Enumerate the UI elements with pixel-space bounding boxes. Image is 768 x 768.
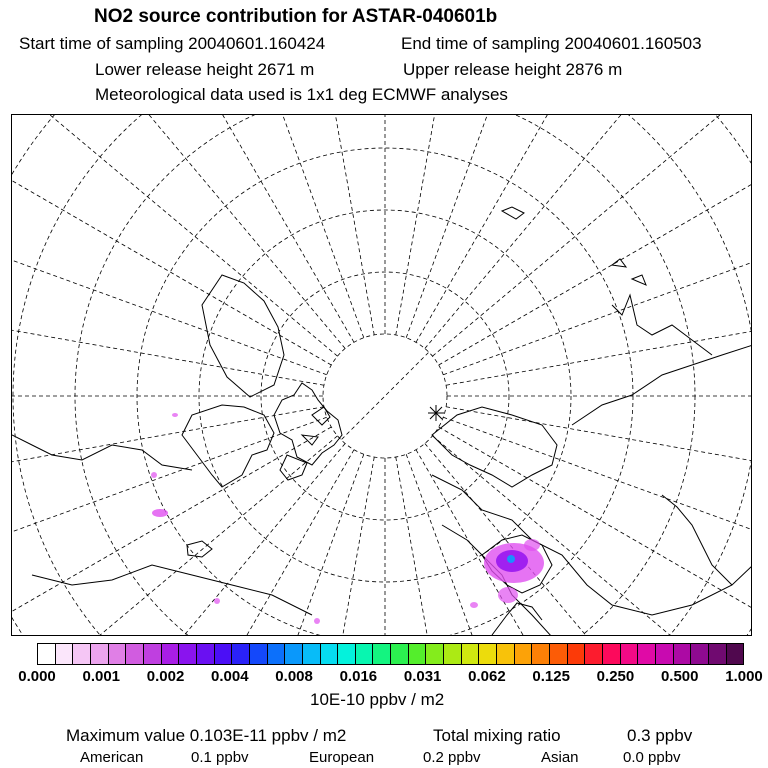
color-scale-tick-label: 0.250 xyxy=(596,668,635,685)
polar-map xyxy=(11,114,752,636)
coastline-north-america xyxy=(274,383,342,465)
latitude-circle xyxy=(199,210,571,582)
no2-plumes xyxy=(151,413,544,624)
meridian-line xyxy=(432,436,752,636)
color-scale-cell xyxy=(408,644,426,664)
color-scale-cell xyxy=(108,644,126,664)
coastline-japan xyxy=(662,495,732,585)
color-scale-tick-label: 1.000 xyxy=(725,668,763,685)
met-data-text: Meteorological data used is 1x1 deg ECMWF analyses xyxy=(95,85,508,104)
color-scale-tick-label: 0.000 xyxy=(18,668,56,685)
meridian-line xyxy=(443,417,752,636)
map-title: NO2 source contribution for ASTAR-040601b xyxy=(94,6,498,27)
end-time-text: End time of sampling 20040601.160503 xyxy=(401,34,702,53)
graticule xyxy=(12,115,752,636)
color-scale-cell xyxy=(690,644,708,664)
plume-europe-core xyxy=(507,555,515,563)
plume-europe-tail xyxy=(498,587,518,603)
plume-atlantic-small xyxy=(151,472,157,478)
region-asian-value: 0.0 ppbv xyxy=(623,749,681,766)
color-scale-cell xyxy=(161,644,179,664)
total-mixing-label: Total mixing ratio xyxy=(433,726,561,745)
color-scale-cell xyxy=(620,644,638,664)
color-scale-cell xyxy=(302,644,320,664)
lower-height-text: Lower release height 2671 m xyxy=(95,60,315,79)
upper-height-text: Upper release height 2876 m xyxy=(403,60,623,79)
color-scale-tick-label: 0.500 xyxy=(660,668,699,685)
latitude-circle xyxy=(12,115,752,636)
region-asian-label: Asian xyxy=(541,749,579,766)
color-scale-cell xyxy=(567,644,585,664)
color-scale-cell xyxy=(496,644,514,664)
meridian-line xyxy=(12,115,354,342)
region-european-value: 0.2 ppbv xyxy=(423,749,481,766)
coastline-islands-nw xyxy=(502,207,646,285)
meridian-line xyxy=(12,436,338,636)
plume-north-sea xyxy=(470,602,478,608)
meridian-line xyxy=(12,407,324,553)
coastline-archipelago xyxy=(280,407,330,480)
meridian-line xyxy=(432,115,752,356)
color-scale-cell xyxy=(549,644,567,664)
color-scale-cell xyxy=(38,644,55,664)
region-american-value: 0.1 ppbv xyxy=(191,749,249,766)
plume-atlantic xyxy=(152,509,168,517)
max-value-text: Maximum value 0.103E-11 ppbv / m2 xyxy=(66,726,347,745)
plume-south-2 xyxy=(314,618,320,624)
color-scale-cell xyxy=(443,644,461,664)
coastlines xyxy=(12,207,752,636)
plume-south xyxy=(214,598,220,604)
meridian-line xyxy=(439,427,752,636)
color-scale-cell xyxy=(55,644,73,664)
meridian-line xyxy=(229,457,375,636)
region-european-label: European xyxy=(309,749,375,766)
coastline-hudson xyxy=(182,405,274,487)
color-scale-cell xyxy=(425,644,443,664)
meridian-line xyxy=(12,115,338,356)
coastline-siberia xyxy=(432,475,752,615)
asterisk-icon xyxy=(428,405,444,421)
meridian-line xyxy=(12,417,327,636)
coastline-pacific xyxy=(612,295,712,355)
color-scale-cell xyxy=(284,644,302,664)
meridian-line xyxy=(12,115,331,365)
color-scale-tick-label: 0.001 xyxy=(82,668,121,685)
color-scale-cell xyxy=(249,644,267,664)
coastline-north-sea xyxy=(492,603,542,635)
color-scale-cell xyxy=(125,644,143,664)
color-scale-cell xyxy=(372,644,390,664)
coastline-iceland xyxy=(187,541,212,557)
color-scale-tick-label: 0.125 xyxy=(532,668,570,685)
meridian-line xyxy=(12,427,331,636)
color-scale-bar xyxy=(37,643,744,665)
color-scale-cell xyxy=(584,644,602,664)
color-scale-tick-label: 0.008 xyxy=(275,668,313,685)
color-scale-tick-label: 0.016 xyxy=(339,668,378,685)
meridian-line xyxy=(406,454,693,636)
map-canvas xyxy=(12,115,752,636)
color-scale-cell xyxy=(673,644,691,664)
color-scale-cell xyxy=(72,644,90,664)
meridian-line xyxy=(425,115,752,349)
color-scale-cell xyxy=(143,644,161,664)
coastline-southwest xyxy=(32,565,312,615)
color-scale-cell xyxy=(214,644,232,664)
color-scale-cell xyxy=(461,644,479,664)
color-scale-cell xyxy=(478,644,496,664)
color-scale-cell xyxy=(390,644,408,664)
color-scale-cell xyxy=(602,644,620,664)
color-scale-cell xyxy=(355,644,373,664)
color-scale-unit: 10E-10 ppbv / m2 xyxy=(310,690,445,709)
color-scale-cell xyxy=(337,644,355,664)
color-scale-cell xyxy=(514,644,532,664)
meridian-line xyxy=(77,454,364,636)
color-scale-tick-label: 0.031 xyxy=(403,668,442,685)
color-scale-cell xyxy=(196,644,214,664)
meridian-line xyxy=(229,115,375,335)
plume-europe-patch xyxy=(524,539,540,551)
meridian-line xyxy=(12,450,354,636)
region-american-label: American xyxy=(80,749,144,766)
start-time-text: Start time of sampling 20040601.160424 xyxy=(19,34,326,53)
total-mixing-value: 0.3 ppbv xyxy=(627,726,693,745)
color-scale-cell xyxy=(637,644,655,664)
color-scale-tick-label: 0.004 xyxy=(211,668,249,685)
color-scale-tick-label: 0.002 xyxy=(146,668,185,685)
color-scale-cell xyxy=(267,644,285,664)
color-scale-cell xyxy=(726,644,744,664)
color-scale-cell xyxy=(178,644,196,664)
coastline-greenland xyxy=(202,275,284,397)
meridian-line xyxy=(77,115,364,338)
plume-hudson xyxy=(172,413,178,417)
coastline-west xyxy=(12,435,192,470)
coastline-alaska xyxy=(432,407,557,487)
meridian-line xyxy=(416,450,752,636)
meridian-line xyxy=(406,115,693,338)
meridian-line xyxy=(446,407,752,553)
latitude-circle xyxy=(13,115,752,636)
color-scale-cell xyxy=(531,644,549,664)
meridian-line xyxy=(396,115,542,335)
color-scale-cell xyxy=(320,644,338,664)
meridian-line xyxy=(12,240,324,386)
color-scale-cell xyxy=(90,644,108,664)
meridian-line xyxy=(446,240,752,386)
color-scale-cell xyxy=(708,644,726,664)
coastline-asia-east xyxy=(572,345,752,425)
color-scale-cell xyxy=(231,644,249,664)
color-scale-tick-label: 0.062 xyxy=(468,668,506,685)
pole-crossline xyxy=(342,353,429,440)
color-scale-cell xyxy=(655,644,673,664)
